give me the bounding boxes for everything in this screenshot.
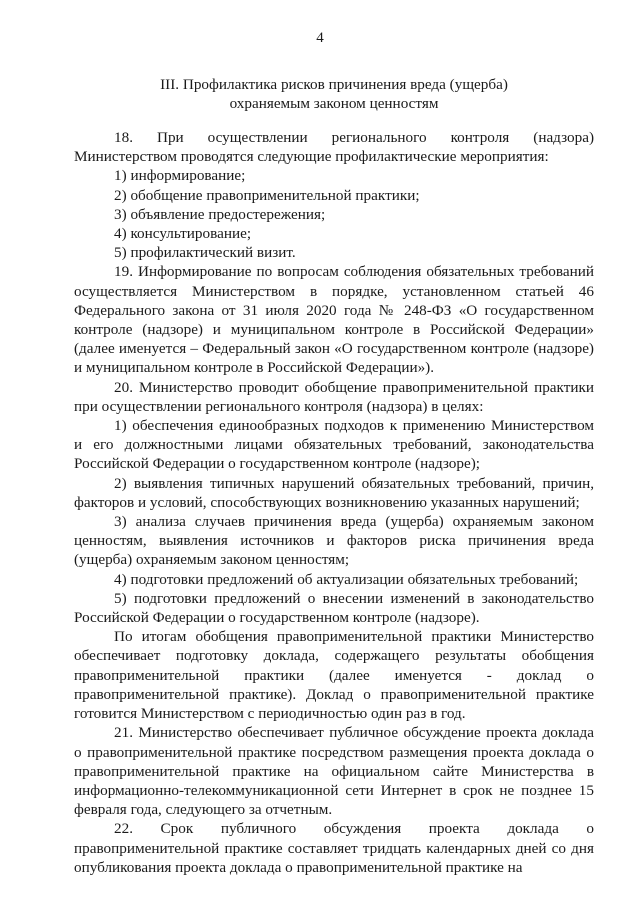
- section-title-line-2: охраняемым законом ценностям: [229, 95, 439, 112]
- paragraph-21: 21. Министерство обеспечивает публичное обсуждение проекта доклада о правоприменительной практике посредством размещения проекта доклада о правоприменительной практике на официальном сайте Министерства в информационно-телекоммуникационной сети Интернет в срок не позднее 15 февраля года, следующего за отчетным.: [74, 724, 594, 819]
- section-title-line-1: III. Профилактика рисков причинения вреда (ущерба): [160, 76, 508, 93]
- list-item: 5) подготовки предложений о внесении изменений в законодательство Российской Федерации о государственном контроле (надзоре).: [74, 589, 594, 627]
- paragraph-18: 18. При осуществлении регионального контроля (надзора) Министерством проводятся следующие профилактические мероприятия:: [74, 129, 594, 166]
- list-item: 1) информирование;: [114, 167, 246, 185]
- paragraph-19: 19. Информирование по вопросам соблюдения обязательных требований осуществляется Министерством в порядке, установленном статьей 46 Федерального закона от 31 июля 2020 года № 248-ФЗ «О государственном контроле (надзоре) и муниципальном контроле в Российской Федерации» (далее именуется – Федеральный закон «О государственном контроле (надзоре) и муниципальном контроле в Российской Федерации»).: [74, 263, 594, 377]
- list-item: 2) выявления типичных нарушений обязательных требований, причин, факторов и условий, способствующих возникновению указанных нарушений;: [74, 474, 594, 511]
- list-item: 4) консультирование;: [114, 225, 252, 243]
- paragraph-22: 22. Срок публичного обсуждения проекта доклада о правоприменительной практике составляет тридцать календарных дней со дня опубликования проекта доклада о правоприменительной практике на: [74, 820, 594, 876]
- paragraph-20: 20. Министерство проводит обобщение правоприменительной практики при осуществлении регионального контроля (надзора) в целях:: [74, 378, 594, 415]
- list-item: 5) профилактический визит.: [114, 244, 296, 262]
- paragraph-summary: По итогам обобщения правоприменительной практики Министерство обеспечивает подготовку доклада, содержащего результаты обобщения правоприменительной практики (далее именуется - доклад о правоприменительной практике). Доклад о правоприменительной практике готовится Министерством с периодичностью один раз в год.: [74, 628, 594, 723]
- list-item: 4) подготовки предложений об актуализации обязательных требований;: [114, 570, 579, 588]
- list-item: 3) анализа случаев причинения вреда (ущерба) охраняемым законом ценностям, выявления источников и факторов риска причинения вреда (ущерба) охраняемым законом ценностям;: [74, 513, 594, 569]
- page-number: 4: [316, 30, 324, 46]
- list-item: 3) объявление предостережения;: [114, 205, 326, 223]
- list-item: 2) обобщение правоприменительной практики;: [114, 186, 420, 204]
- list-item: 1) обеспечения единообразных подходов к применению Министерством и его должностными лицами обязательных требований, законодательства Российской Федерации о государственном контроле (надзоре);: [74, 417, 594, 473]
- section-title: [74, 75, 594, 113]
- body-text: [74, 128, 594, 877]
